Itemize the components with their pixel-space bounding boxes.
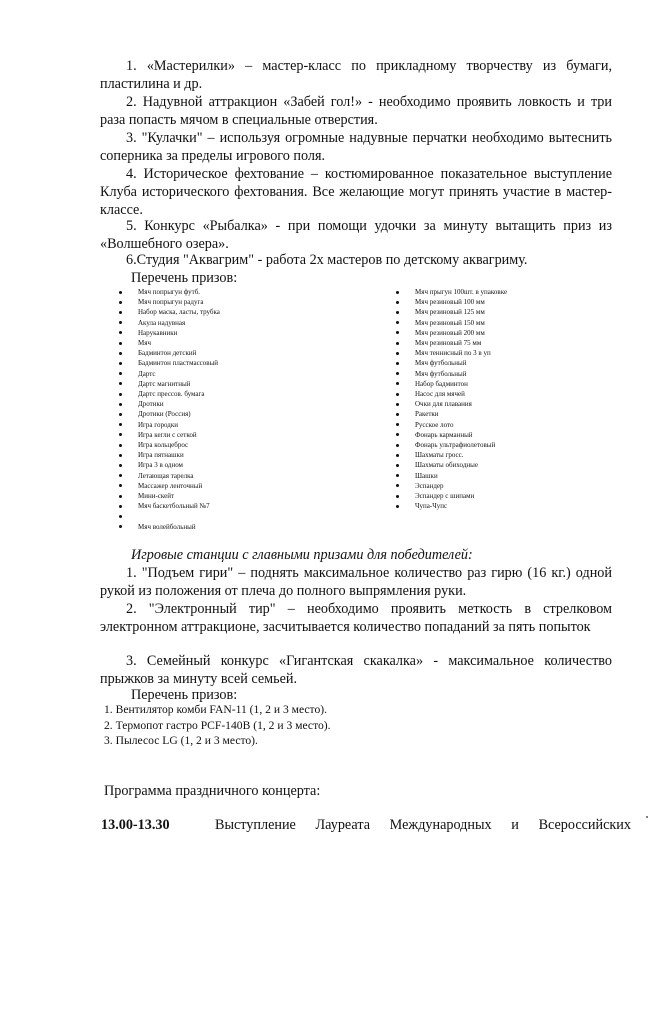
prize-item: Мяч теннисный по 3 в уп	[394, 348, 507, 358]
prize-item: Набор маска, ласты, трубка	[117, 307, 220, 317]
prize-item: Дартс	[117, 369, 220, 379]
prize-item: Массажер ленточный	[117, 481, 220, 491]
activity-text: 1. «Мастерилки» – мастер-класс по прикладному творчеству из бумаги, пластилина и др.	[100, 58, 612, 92]
prize-item: Мяч прыгун 100шт. в упаковке	[394, 287, 507, 297]
prize-item	[117, 511, 220, 521]
main-prizes-heading: Перечень призов:	[131, 687, 238, 703]
prize-item: Мяч футбольный	[394, 369, 507, 379]
schedule-time: 13.00-13.30	[101, 817, 170, 833]
prize-item: Бадминтон пластмассовый	[117, 358, 220, 368]
main-prize-item: 1. Вентилятор комби FAN-11 (1, 2 и 3 место).	[104, 703, 328, 716]
prize-item: Дартс прессов. бумага	[117, 389, 220, 399]
prize-item: Мяч резиновый 100 мм	[394, 297, 507, 307]
prize-item: Игра городки	[117, 420, 220, 430]
activity-text: 2. Надувной аттракцион «Забей гол!» - необходимо проявить ловкость и три раза попасть мячом в специальные отверстия.	[100, 94, 612, 128]
prize-item: Шахматы обиходные	[394, 460, 507, 470]
prize-item: Игра пятнашки	[117, 450, 220, 460]
prize-item: Шашки	[394, 471, 507, 481]
prize-item: Нарукавники	[117, 328, 220, 338]
scan-speck	[646, 816, 648, 818]
activity-paragraph	[100, 129, 612, 165]
prize-item: Эспандер	[394, 481, 507, 491]
prize-item: Русское лото	[394, 420, 507, 430]
prize-item: Очки для плавания	[394, 399, 507, 409]
activity-paragraph	[100, 217, 612, 253]
prize-item: Летающая тарелка	[117, 471, 220, 481]
prize-item: Мяч	[117, 338, 220, 348]
activity-paragraph	[100, 165, 612, 219]
prize-item: Дартс магнитный	[117, 379, 220, 389]
station-text: 2. "Электронный тир" – необходимо проявить меткость в стрелковом электронном аттракционе, засчитывается количество попаданий за пять попыток	[100, 601, 612, 635]
main-prize-item: 2. Термопот гастро PCF-140B (1, 2 и 3 место).	[104, 718, 331, 732]
prize-item: Мяч резиновый 200 мм	[394, 328, 507, 338]
prize-item: Игра 3 в одном	[117, 460, 220, 470]
activity-text: 5. Конкурс «Рыбалка» - при помощи удочки за минуту вытащить приз из «Волшебного озера».	[100, 218, 612, 252]
prize-item: Чупа-Чупс	[394, 501, 507, 511]
prize-item: Шахматы гросс.	[394, 450, 507, 460]
prize-item: Мяч резиновый 75 мм	[394, 338, 507, 348]
station-text: 3. Семейный конкурс «Гигантская скакалка» - максимальное количество прыжков за минуту всей семьей.	[100, 653, 612, 687]
prize-item: Насос для мячей	[394, 389, 507, 399]
activity-text: 3. "Кулачки" – используя огромные надувные перчатки необходимо вытеснить соперника за пределы игрового поля.	[100, 130, 612, 164]
activity-text: 4. Историческое фехтование – костюмированное показательное выступление Клуба исторического фехтования. Все желающие могут принять участие в мастер-классе.	[100, 166, 612, 218]
prizes-heading: Перечень призов:	[131, 270, 238, 286]
main-prizes-list	[104, 702, 331, 749]
prize-item: Акула надувная	[117, 318, 220, 328]
prize-item: Мини-скейт	[117, 491, 220, 501]
concert-heading: Программа праздничного концерта:	[104, 783, 321, 799]
prize-item: Фонарь ультрафиолетовый	[394, 440, 507, 450]
station-paragraph	[100, 652, 612, 688]
prize-item: Мяч попрыгун футб.	[117, 287, 220, 297]
prizes-list-left	[117, 287, 220, 532]
prize-item: Мяч баскетбольный №7	[117, 501, 220, 511]
prize-item: Мяч волейбольный	[117, 522, 220, 532]
prize-item: Фонарь карманный	[394, 430, 507, 440]
main-prize-item: 3. Пылесос LG (1, 2 и 3 место).	[104, 734, 258, 747]
prize-item: Набор бадминтон	[394, 379, 507, 389]
prize-item: Игра кегли с сеткой	[117, 430, 220, 440]
activity-paragraph	[100, 57, 612, 93]
prize-item: Ракетки	[394, 409, 507, 419]
prizes-list-right	[394, 287, 507, 511]
station-paragraph	[100, 600, 612, 636]
prize-item: Дротики (Россия)	[117, 409, 220, 419]
prize-item: Игра кольцеброс	[117, 440, 220, 450]
activity-paragraph	[100, 251, 612, 269]
prize-item: Мяч попрыгун радуга	[117, 297, 220, 307]
prize-item: Бадминтон детский	[117, 348, 220, 358]
stations-heading: Игровые станции с главными призами для победителей:	[131, 547, 473, 563]
prize-item: Мяч резиновый 150 мм	[394, 318, 507, 328]
prize-item: Эспандер с шипами	[394, 491, 507, 501]
prize-item: Дротики	[117, 399, 220, 409]
prize-item: Мяч футбольный	[394, 358, 507, 368]
schedule-text: Выступление Лауреата Международных и Всероссийских	[215, 817, 631, 833]
activity-text: 6.Студия "Аквагрим" - работа 2х мастеров по детскому аквагриму.	[126, 252, 528, 268]
station-text: 1. "Подъем гири" – поднять максимальное количество раз гирю (16 кг.) одной рукой из положения от плеча до полного выпрямления руки.	[100, 565, 612, 599]
prize-item: Мяч резиновый 125 мм	[394, 307, 507, 317]
station-paragraph	[100, 564, 612, 600]
activity-paragraph	[100, 93, 612, 129]
